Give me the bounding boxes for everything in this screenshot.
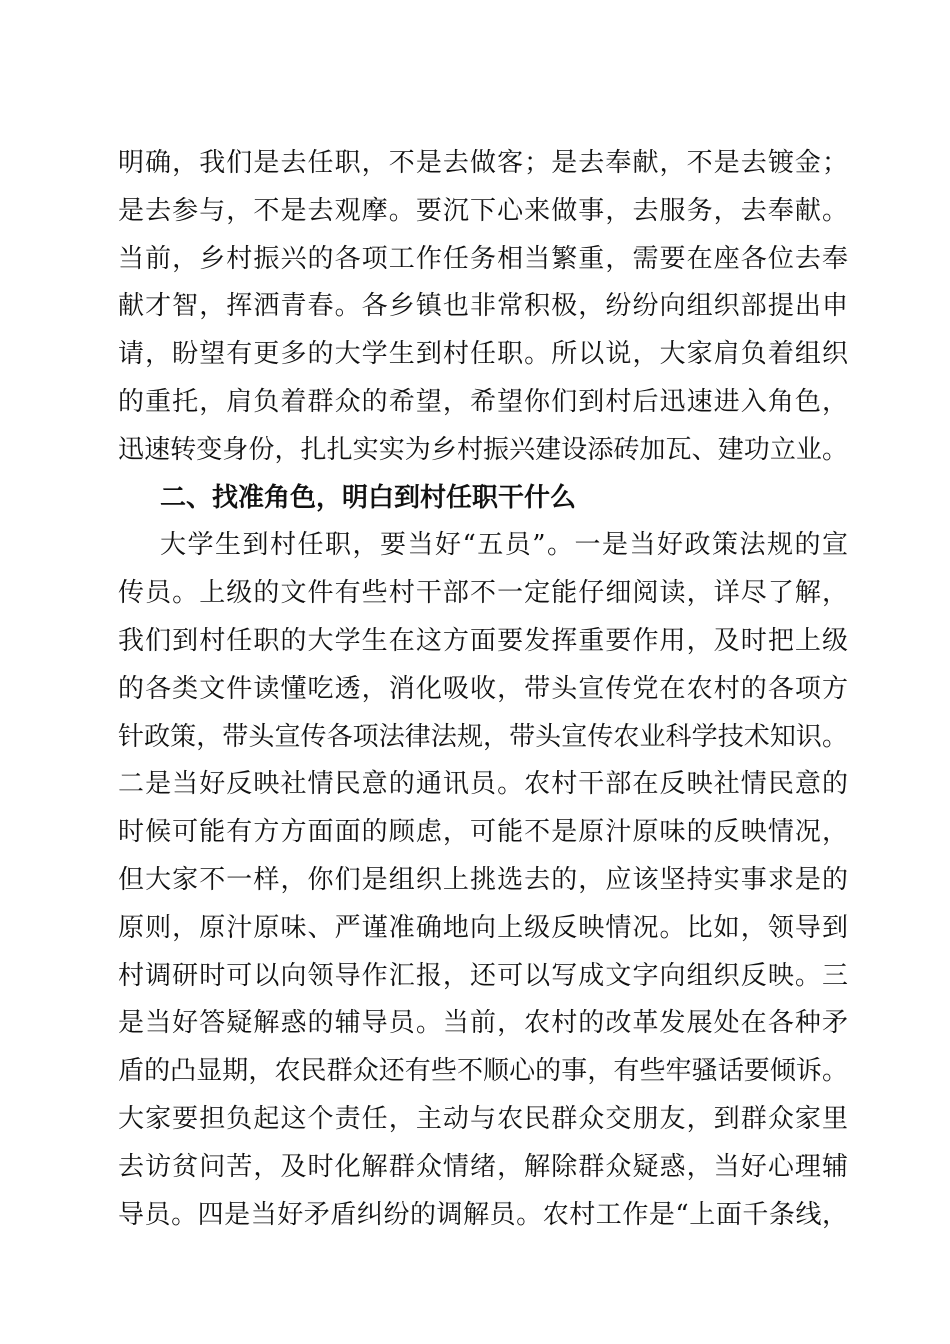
text-line: 导员。四是当好矛盾纠纷的调解员。农村工作是“上面千条线， (118, 1199, 848, 1230)
text-line: 是当好答疑解惑的辅导员。当前，农村的改革发展处在各种矛 (118, 1008, 848, 1039)
text-line: 当前，乡村振兴的各项工作任务相当繁重，需要在座各位去奉 (118, 243, 848, 274)
text-line: 去访贫问苦，及时化解群众情绪，解除群众疑惑，当好心理辅 (118, 1151, 848, 1182)
text-line: 是去参与，不是去观摩。要沉下心来做事，去服务，去奉献。 (118, 195, 848, 226)
text-line: 时候可能有方方面面的顾虑，可能不是原汁原味的反映情况， (118, 817, 848, 848)
document-body (118, 140, 848, 1239)
text-line: 迅速转变身份，扎扎实实为乡村振兴建设添砖加瓦、建功立业。 (118, 434, 848, 465)
text-line: 大学生到村任职，要当好“五员”。一是当好政策法规的宣 (160, 530, 848, 561)
text-line: 传员。上级的文件有些村干部不一定能仔细阅读，详尽了解， (118, 578, 848, 609)
text-line: 请，盼望有更多的大学生到村任职。所以说，大家肩负着组织 (118, 339, 848, 370)
text-line: 盾的凸显期，农民群众还有些不顺心的事，有些牢骚话要倾诉。 (118, 1056, 848, 1087)
text-line: 针政策，带头宣传各项法律法规，带头宣传农业科学技术知识。 (118, 721, 848, 752)
text-line: 二是当好反映社情民意的通讯员。农村干部在反映社情民意的 (118, 769, 848, 800)
text-line: 献才智，挥洒青春。各乡镇也非常积极，纷纷向组织部提出申 (118, 291, 848, 322)
text-line: 大家要担负起这个责任，主动与农民群众交朋友，到群众家里 (118, 1103, 848, 1134)
section-heading: 二、找准角色，明白到村任职干什么 (160, 482, 577, 513)
text-line: 但大家不一样，你们是组织上挑选去的，应该坚持实事求是的 (118, 864, 848, 895)
text-line: 原则，原汁原味、严谨准确地向上级反映情况。比如，领导到 (118, 912, 848, 943)
text-line: 明确，我们是去任职，不是去做客；是去奉献，不是去镀金； (118, 148, 848, 178)
text-line: 的重托，肩负着群众的希望，希望你们到村后迅速进入角色， (118, 386, 848, 417)
text-line: 的各类文件读懂吃透，消化吸收，带头宣传党在农村的各项方 (118, 673, 848, 704)
text-line: 我们到村任职的大学生在这方面要发挥重要作用，及时把上级 (118, 625, 848, 656)
text-line: 村调研时可以向领导作汇报，还可以写成文字向组织反映。三 (118, 960, 848, 991)
